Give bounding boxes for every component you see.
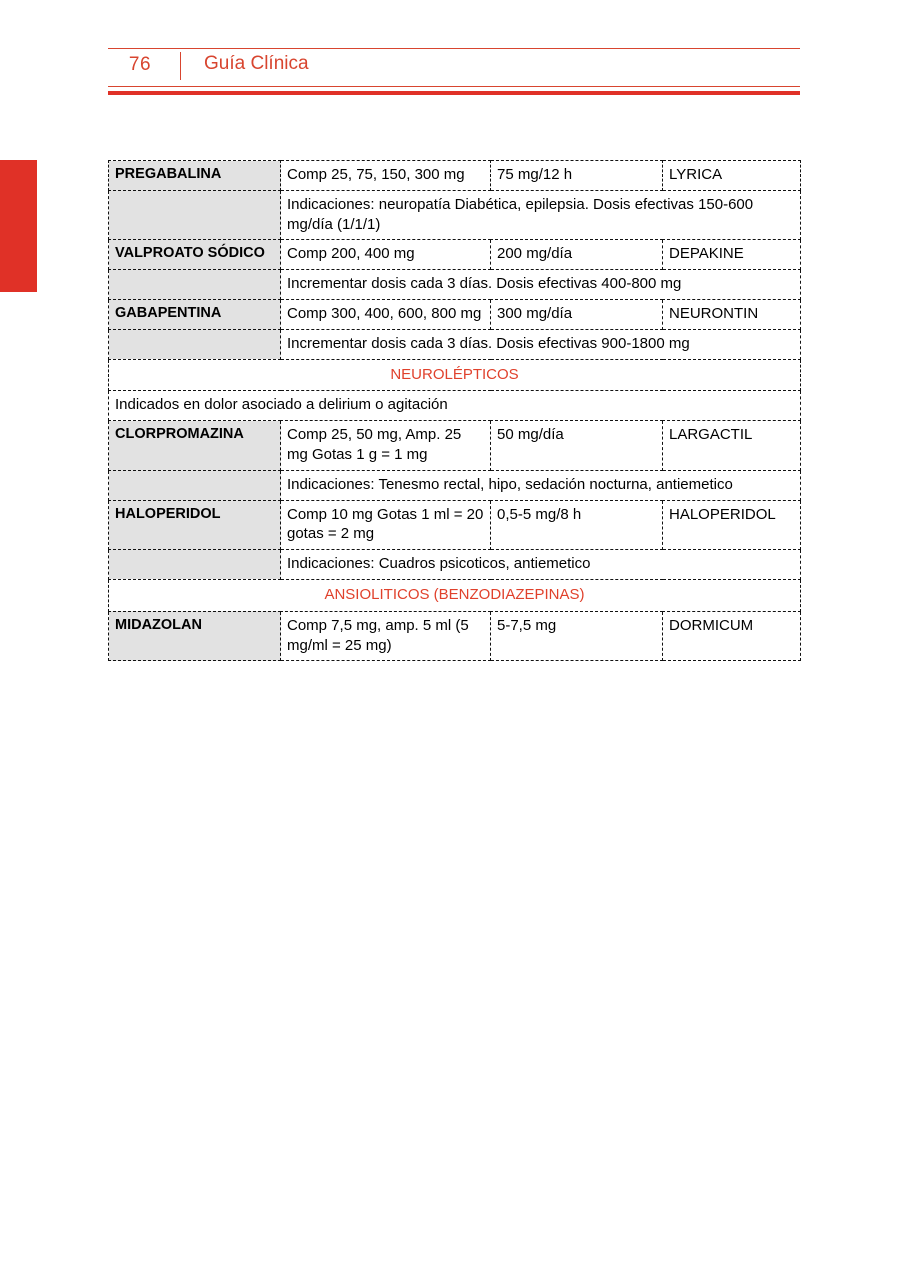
drug-name: HALOPERIDOL (109, 500, 281, 550)
table-row (109, 299, 801, 329)
drug-presentation: Comp 300, 400, 600, 800 mg (281, 299, 491, 329)
drug-note: Indicaciones: neuropatía Diabética, epilepsia. Dosis efectivas 150-600 mg/día (1/1/1) (281, 190, 801, 240)
drug-note: Indicaciones: Cuadros psicoticos, antiemetico (281, 550, 801, 580)
table-row (109, 550, 801, 580)
table-row (109, 391, 801, 421)
header-bottom-rule (108, 86, 800, 87)
section-heading: NEUROLÉPTICOS (109, 359, 801, 391)
drug-name: VALPROATO SÓDICO (109, 240, 281, 270)
drug-dose: 50 mg/día (491, 421, 663, 471)
drug-presentation: Comp 200, 400 mg (281, 240, 491, 270)
drug-presentation: Comp 25, 75, 150, 300 mg (281, 161, 491, 191)
drug-name-spacer (109, 270, 281, 300)
drug-name-spacer (109, 190, 281, 240)
page-header (108, 48, 800, 94)
drug-note: Indicaciones: Tenesmo rectal, hipo, sedación nocturna, antiemetico (281, 470, 801, 500)
drug-dose: 200 mg/día (491, 240, 663, 270)
drug-name: MIDAZOLAN (109, 611, 281, 661)
drug-dose: 0,5-5 mg/8 h (491, 500, 663, 550)
table-row (109, 240, 801, 270)
drug-name: GABAPENTINA (109, 299, 281, 329)
table-row (109, 421, 801, 471)
drug-presentation: Comp 10 mg Gotas 1 ml = 20 gotas = 2 mg (281, 500, 491, 550)
header-top-rule (108, 48, 800, 49)
drug-table-body (109, 161, 801, 661)
drug-brand: LYRICA (663, 161, 801, 191)
drug-presentation: Comp 7,5 mg, amp. 5 ml (5 mg/ml = 25 mg) (281, 611, 491, 661)
drug-table (108, 160, 801, 661)
drug-brand: NEURONTIN (663, 299, 801, 329)
drug-dose: 75 mg/12 h (491, 161, 663, 191)
drug-name-spacer (109, 470, 281, 500)
drug-brand: DORMICUM (663, 611, 801, 661)
drug-name: PREGABALINA (109, 161, 281, 191)
table-row (109, 270, 801, 300)
table-row (109, 359, 801, 391)
table-row (109, 470, 801, 500)
drug-note: Incrementar dosis cada 3 días. Dosis efectivas 900-1800 mg (281, 329, 801, 359)
drug-presentation: Comp 25, 50 mg, Amp. 25 mg Gotas 1 g = 1 mg (281, 421, 491, 471)
page-number: 76 (128, 54, 152, 75)
drug-dose: 5-7,5 mg (491, 611, 663, 661)
page-title: Guía Clínica (204, 53, 309, 74)
table-row (109, 329, 801, 359)
drug-note: Incrementar dosis cada 3 días. Dosis efectivas 400-800 mg (281, 270, 801, 300)
table-row (109, 611, 801, 661)
drug-name: CLORPROMAZINA (109, 421, 281, 471)
drug-name-spacer (109, 550, 281, 580)
table-row (109, 190, 801, 240)
table-row (109, 579, 801, 611)
section-indication: Indicados en dolor asociado a delirium o agitación (109, 391, 801, 421)
section-heading: ANSIOLITICOS (BENZODIAZEPINAS) (109, 579, 801, 611)
table-row (109, 500, 801, 550)
drug-name-spacer (109, 329, 281, 359)
drug-brand: HALOPERIDOL (663, 500, 801, 550)
section-side-tab (0, 160, 37, 292)
table-row (109, 161, 801, 191)
drug-brand: LARGACTIL (663, 421, 801, 471)
header-divider (180, 52, 181, 80)
drug-brand: DEPAKINE (663, 240, 801, 270)
header-accent-bar (108, 91, 800, 95)
drug-dose: 300 mg/día (491, 299, 663, 329)
